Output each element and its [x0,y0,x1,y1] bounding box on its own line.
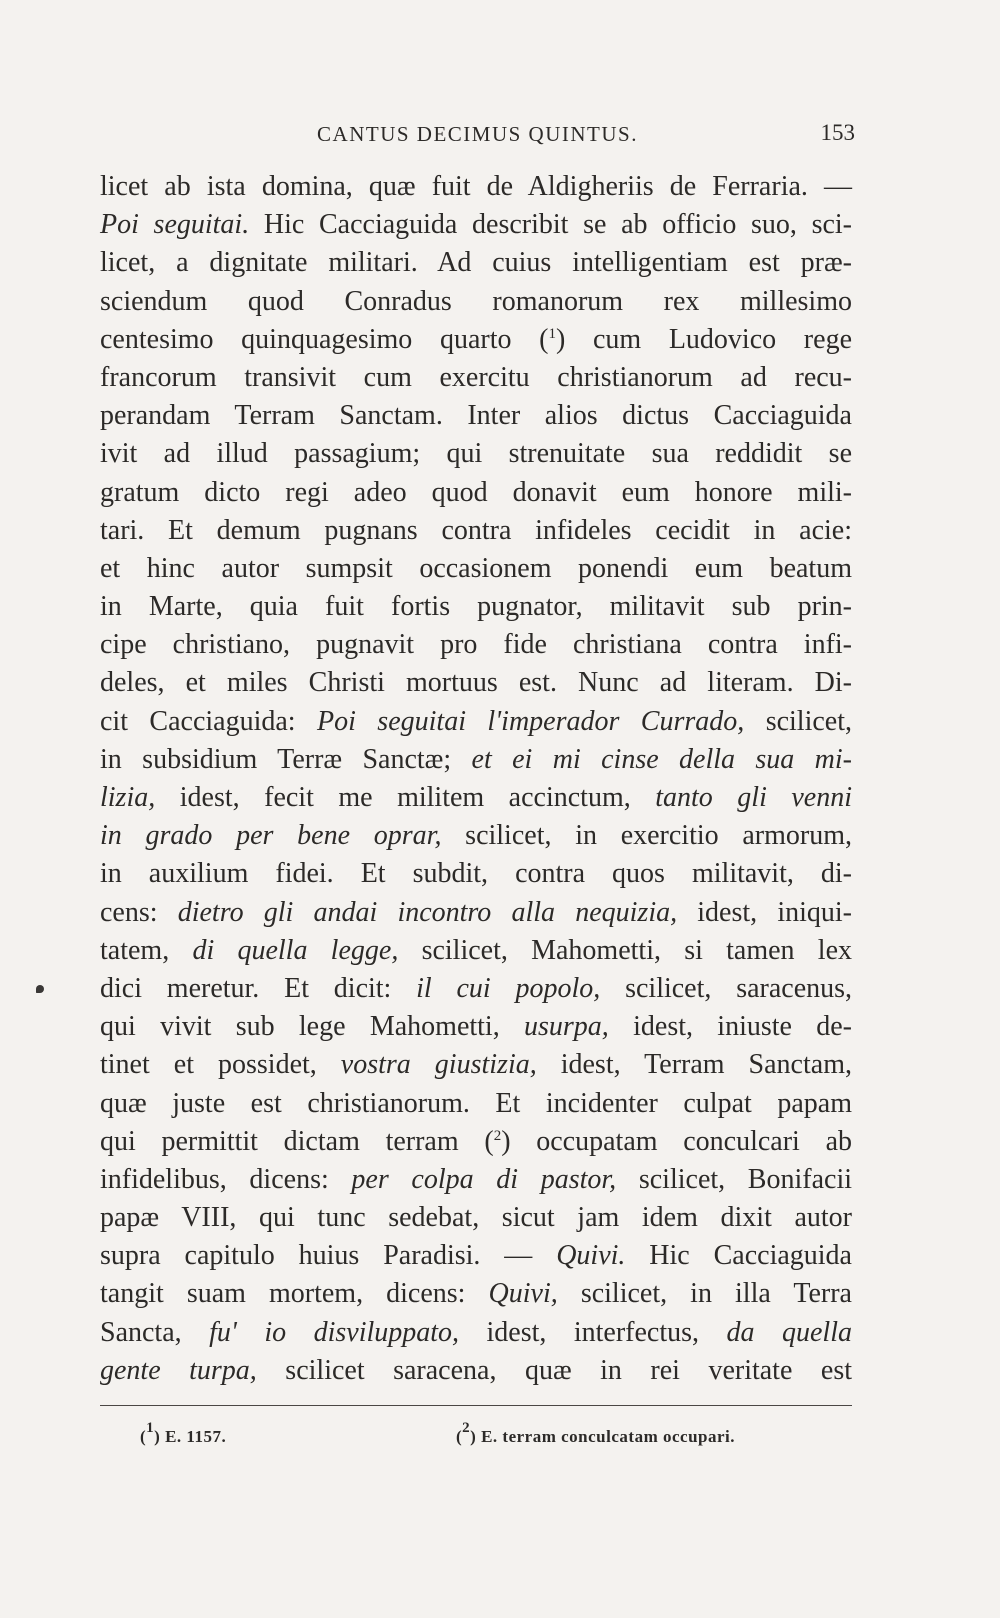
text-run: supra capitulo huius Paradisi. — [100,1240,557,1272]
text-line [100,1008,852,1046]
text-run: in Marte, quia fuit fortis pugnator, militavit sub prin- [100,591,852,623]
text-line [100,741,852,779]
text-line [100,1199,852,1237]
text-run: scilicet, in exercitio armorum, [441,820,853,852]
italic-quote: fu' io disviluppato, [209,1316,460,1348]
text-run: ) cum Ludovico rege [555,323,852,355]
footnote-2: ($^2$) E. terram conculcatam occupari. [456,1420,736,1446]
text-run: quæ juste est christianorum. Et incidenter culpat papam [100,1087,852,1119]
text-line [100,894,852,932]
text-run: idest, iniqui- [677,896,853,928]
text-run: tari. Et demum pugnans contra infideles cecidit in acie: [100,514,852,546]
text-line [100,550,852,588]
text-run: scilicet, in illa Terra [557,1278,852,1310]
running-head-title: CANTUS DECIMUS QUINTUS. [317,122,638,146]
text-run: scilicet, Mahometti, si tamen lex [398,934,852,966]
text-line [100,1352,852,1390]
footnote-ref: 1 [548,325,556,342]
text-line [100,970,852,1008]
italic-quote: vostra giustizia, [340,1049,537,1081]
text-run: gratum dicto regi adeo quod donavit eum honore mili- [100,476,852,508]
italic-quote: di quella legge, [192,934,399,966]
running-head [100,122,855,154]
text-run: cens: [100,896,178,928]
text-run: scilicet saracena, quæ in rei veritate est [256,1354,852,1386]
text-line [100,168,852,206]
text-run: cit Cacciaguida: [100,705,317,737]
italic-quote: usurpa, [524,1011,609,1043]
text-line [100,703,852,741]
italic-quote: Quivi, [488,1278,558,1310]
text-run: idest, interfectus, [459,1316,727,1348]
text-run: licet, a dignitate militari. Ad cuius intelligentiam est præ- [100,247,852,279]
text-run: francorum transivit cum exercitu christianorum ad recu- [100,361,852,393]
text-run: scilicet, [744,705,853,737]
italic-quote: per colpa di pastor, [351,1163,617,1195]
text-line [100,1123,852,1161]
italic-quote: Quivi. [556,1240,626,1272]
italic-quote: in grado per bene oprar, [100,820,442,852]
italic-quote: et ei mi cinse della sua mi- [471,743,853,775]
italic-quote: dietro gli andai incontro alla nequizia, [177,896,678,928]
italic-quote: il cui popolo, [416,972,601,1004]
text-run: infidelibus, dicens: [100,1163,352,1195]
text-run: Hic Cacciaguida describit se ab officio suo, sci- [249,209,852,241]
text-run: idest, iniuste de- [608,1011,852,1043]
text-run: scilicet, saracenus, [600,972,853,1004]
italic-quote: Poi seguitai l'imperador Currado, [317,705,745,737]
text-line [100,779,852,817]
text-line [100,1237,852,1275]
italic-quote: tanto gli venni [655,782,852,813]
footnotes [140,1420,840,1455]
text-run: licet ab ista domina, quæ fuit de Aldigheriis de Ferraria. — [100,171,852,202]
text-line [100,1085,852,1123]
text-line [100,817,852,855]
page-number: 153 [820,120,855,145]
text-line [100,1314,852,1352]
text-line [100,474,852,512]
footnote-1-mark: 1 [146,1420,155,1436]
text-run: idest, Terram Sanctam, [536,1049,852,1081]
footnote-2-mark: 2 [462,1420,471,1436]
footnote-rule [100,1405,852,1406]
text-line [100,206,852,244]
text-line [100,435,852,473]
footnote-1: ($^1$) E. 1157. [140,1420,227,1446]
footnote-ref: 2 [493,1127,502,1144]
text-run: qui vivit sub lege Mahometti, [100,1011,525,1043]
body-text [100,168,852,1390]
text-line [100,397,852,435]
text-line [100,1046,852,1084]
text-line [100,244,852,282]
text-run: deles, et miles Christi mortuus est. Nunc ad literam. Di- [100,667,852,699]
text-run: perandam Terram Sanctam. Inter alios dictus Cacciaguida [100,400,852,432]
text-run: tatem, [100,934,193,966]
italic-quote: Poi seguitai. [100,209,250,241]
text-run: Hic Cacciaguida [625,1240,852,1272]
text-run: et hinc autor sumpsit occasionem ponendi eum beatum [100,552,852,584]
italic-quote: da quella [726,1316,852,1348]
text-run: Sancta, [100,1316,210,1348]
text-run: centesimo quinquagesimo quarto ( [100,323,549,355]
text-run: dici meretur. Et dicit: [100,972,417,1004]
text-run: qui permittit dictam terram ( [100,1125,494,1157]
text-run: tinet et possidet, [100,1049,341,1081]
footnote-1-text: E. 1157. [160,1427,227,1446]
text-run: ) occupatam conculcari ab [501,1125,852,1157]
text-line [100,855,852,893]
text-line [100,1275,852,1313]
text-line [100,512,852,550]
text-line [100,321,852,359]
text-run: papæ VIII, qui tunc sedebat, sicut jam idem dixit autor [100,1202,852,1234]
text-line [100,626,852,664]
footnote-2-text: E. terram conculcatam occupari. [476,1427,736,1446]
text-run: idest, fecit me militem accinctum, [155,782,656,813]
text-line [100,588,852,626]
text-line [100,1161,852,1199]
text-run: sciendum quod Conradus romanorum rex millesimo [100,285,852,317]
text-run: tangit suam mortem, dicens: [100,1278,489,1310]
text-line [100,932,852,970]
text-line [100,664,852,702]
text-line [100,283,852,321]
text-run: ivit ad illud passagium; qui strenuitate sua reddidit se [100,438,852,470]
text-run: in auxilium fidei. Et subdit, contra quos militavit, di- [100,858,852,890]
text-run: in subsidium Terræ Sanctæ; [100,743,472,775]
text-line [100,359,852,397]
text-run: cipe christiano, pugnavit pro fide christiana contra infi- [100,629,852,661]
italic-quote: lizia, [100,782,156,813]
text-run: scilicet, Bonifacii [616,1163,853,1195]
margin-ink-mark [36,985,44,993]
italic-quote: gente turpa, [100,1354,257,1386]
